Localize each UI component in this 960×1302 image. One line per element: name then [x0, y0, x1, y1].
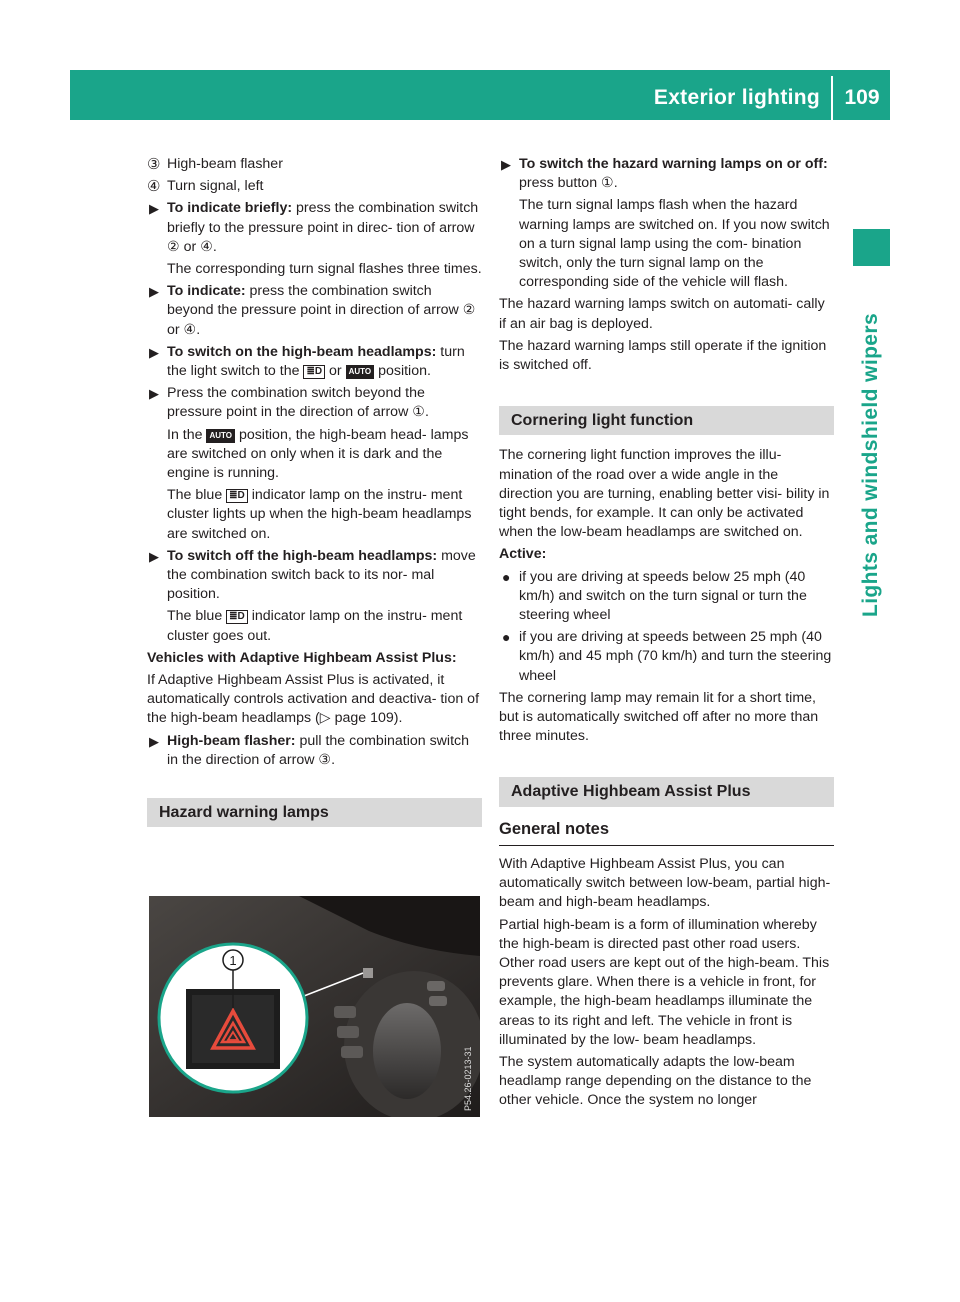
hazard-text-1: The hazard warning lamps switch on automati- cally if an air bag is deployed.: [499, 296, 825, 332]
high-beam-icon: ≣D: [226, 489, 248, 503]
cornering-heading: Cornering light function: [499, 406, 834, 435]
auto-icon: AUTO: [206, 429, 235, 443]
general-notes-heading: General notes: [499, 820, 834, 846]
instruction-hazard-lamps: ▶ To switch the hazard warning lamps on or off: press button ①. The turn signal lamps flash when the hazard warning lamps are switched on. If you now switch on a turn signal lamp using the com- bination switch, only the turn signal lamp on the corresponding side of the vehicle will flash.: [501, 156, 830, 291]
auto-icon: AUTO: [346, 365, 375, 379]
chapter-tab-marker: [853, 229, 890, 266]
figure-callout: 1: [229, 953, 237, 968]
instruction-high-beam-flasher: ▶ High-beam flasher: pull the combination switch in the direction of arrow ③.: [149, 732, 469, 768]
vehicles-text: If Adaptive Highbeam Assist Plus is activated, it automatically controls activation and deactiva- tion of the high-beam headlamps (▷ page 109).: [147, 672, 480, 727]
general-text-3: The system automatically adapts the low-beam headlamp range depending on the distance to the other vehicle. Once the system no longer: [499, 1053, 812, 1109]
arrow-icon: ▶: [149, 733, 159, 749]
general-text-2: Partial high-beam is a form of illumination whereby the high-beam is directed past other road users. Other road users are kept out of the high-beam. This prevents glare. When there is a vehicle in front, for example, the high-beam headlamps illuminate the areas to its right and left. The vehicle in front is illuminated by the low- beam headlamps.: [499, 916, 830, 1048]
arrow-icon: ▶: [149, 344, 159, 360]
active-label: Active:: [499, 546, 547, 563]
legend-item-4: ④ Turn signal, left: [147, 178, 264, 196]
cornering-text: The cornering light function improves the illu- mination of the road over a wide angle in the direction you are turning, enabling better visi- bility in tight bends, for example. It can only be activated when the low-beam headlamps are switched on.: [499, 447, 830, 541]
general-text-1: With Adaptive Highbeam Assist Plus, you can automatically switch between low-beam, partial high-beam and high-beam headlamps.: [499, 855, 831, 911]
instruction-indicate: ▶ To indicate: press the combination switch beyond the pressure point in direction of arrow ② or ④.: [149, 283, 476, 338]
instruction-indicate-briefly: ▶ To indicate briefly: press the combination switch briefly to the pressure point in direc- tion of arrow ② or ④. The corresponding turn signal flashes three times.: [149, 200, 482, 278]
right-column: [499, 155, 834, 1114]
chapter-side-title: Lights and windshield wipers: [859, 312, 882, 618]
console-illustration: [149, 896, 480, 1117]
page-section-title: Exterior lighting: [653, 86, 820, 109]
legend-item-3: ③ High-beam flasher: [147, 156, 283, 173]
left-column: [147, 155, 482, 830]
bullet-icon: ●: [502, 568, 511, 585]
hazard-text-2: The hazard warning lamps still operate if the ignition is switched off.: [499, 337, 827, 374]
instruction-high-beam-on: ▶ To switch on the high-beam headlamps: turn the light switch to the ≣D or AUTO position.: [149, 343, 465, 380]
high-beam-icon: ≣D: [226, 610, 248, 624]
hazard-button-figure: [149, 896, 480, 1117]
list-item: ● if you are driving at speeds between 25 mph (40 km/h) and 45 mph (70 km/h) and turn the steering wheel: [502, 629, 832, 684]
ahap-heading: Adaptive Highbeam Assist Plus: [499, 777, 834, 806]
header-divider: [831, 76, 833, 120]
arrow-icon: ▶: [501, 157, 511, 172]
instruction-high-beam-off: ▶ To switch off the high-beam headlamps: move the combination switch back to its nor- mal position. The blue ≣D indicator lamp on the instru- ment cluster goes out.: [149, 547, 476, 644]
cornering-tail: The cornering lamp may remain lit for a short time, but is automatically switched off after no more than three minutes.: [499, 689, 819, 745]
bullet-icon: ●: [502, 629, 511, 646]
page-number: 109: [844, 86, 880, 109]
vehicles-heading: Vehicles with Adaptive Highbeam Assist Plus:: [147, 649, 457, 666]
high-beam-icon: ≣D: [303, 365, 325, 379]
arrow-icon: ▶: [149, 284, 159, 300]
arrow-icon: ▶: [149, 386, 159, 402]
arrow-icon: ▶: [149, 201, 159, 217]
figure-code: P54.26-0213-31: [463, 1046, 473, 1111]
hazard-heading: Hazard warning lamps: [147, 798, 482, 827]
instruction-press-switch: ▶ Press the combination switch beyond the pressure point in the direction of arrow ①. In the AUTO position, the high-beam head- lamps are switched on only when it is dark and the engine is running. The blue ≣D indicator lamp on the instru- ment cluster lights up when the high-beam headlamps are switched on.: [149, 385, 472, 542]
arrow-icon: ▶: [149, 548, 159, 564]
list-item: ● if you are driving at speeds below 25 mph (40 km/h) and switch on the turn signal or turn the steering wheel: [502, 568, 807, 624]
